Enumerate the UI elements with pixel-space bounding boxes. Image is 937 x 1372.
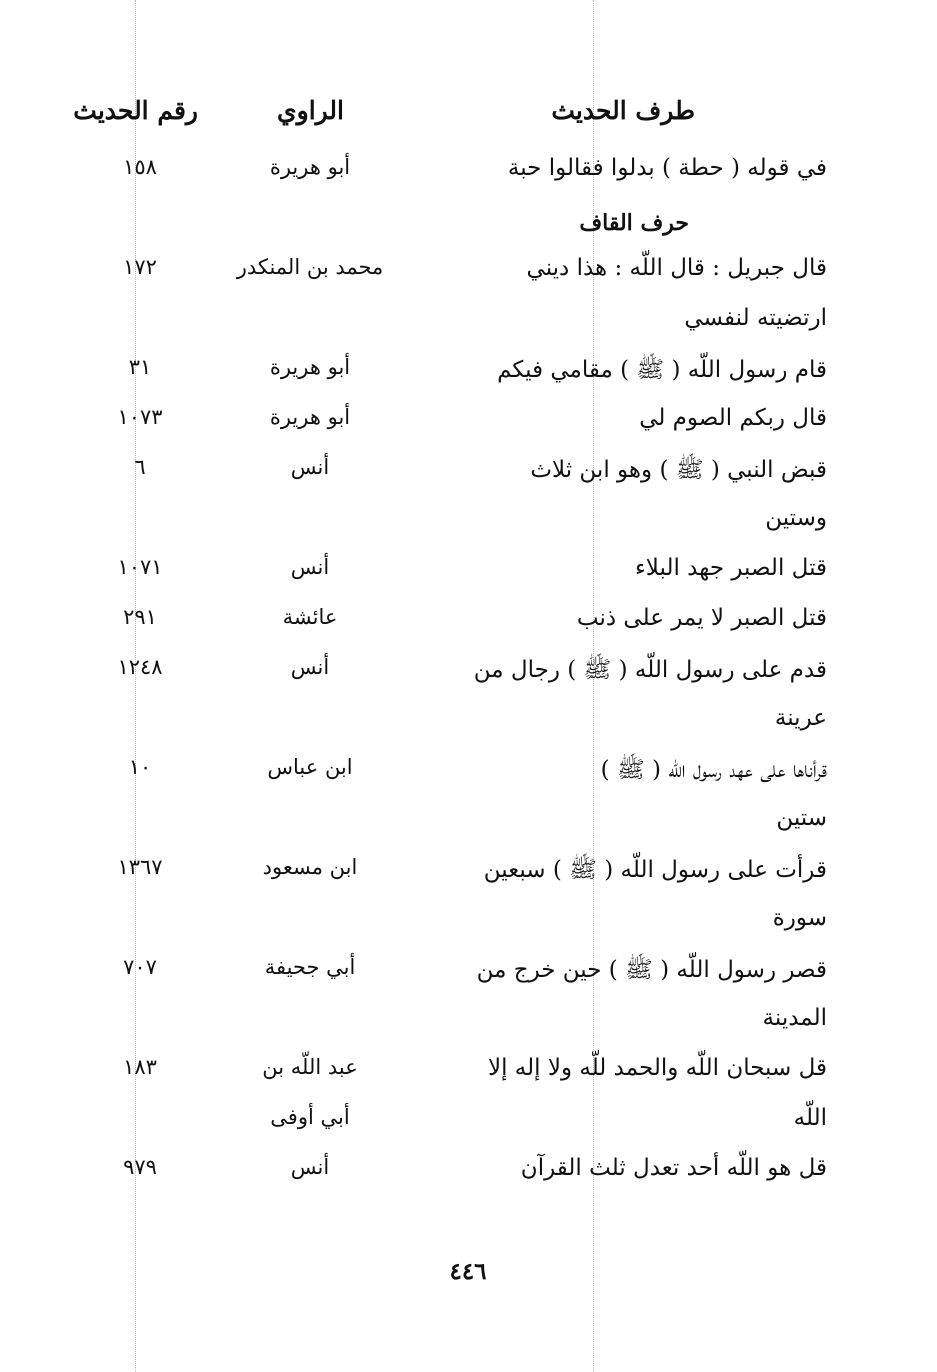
narrator: أبو هريرة — [269, 355, 351, 379]
hadith-number: ٧٠٧ — [123, 955, 157, 979]
hadith-text: قصر رسول اللّه ( ﷺ ) حين خرج من — [476, 957, 827, 983]
narrator: أنس — [290, 1155, 330, 1179]
hadith-text: قال جبريل : قال اللّه : هذا ديني — [526, 255, 827, 281]
hadith-number: ١٥٨ — [123, 155, 157, 179]
narrator: أنس — [290, 655, 330, 679]
narrator: أبو هريرة — [269, 405, 351, 429]
index-row — [0, 1055, 937, 1131]
narrator: أنس — [290, 455, 330, 479]
hadith-text-continued: عرينة — [774, 705, 827, 731]
index-row — [0, 155, 937, 205]
header-hadith: طرف الحديث — [551, 96, 695, 125]
hadith-text: قل سبحان اللّه والحمد للّه ولا إله إلا — [487, 1055, 827, 1081]
hadith-number: ٢٩١ — [123, 605, 157, 629]
narrator: أنس — [290, 555, 330, 579]
hadith-text: في قوله ( حطة ) بدلوا فقالوا حبة — [507, 155, 827, 181]
index-row — [0, 655, 937, 731]
hadith-text: قتل الصبر لا يمر على ذنب — [576, 605, 827, 631]
hadith-number: ١٣٦٧ — [117, 855, 163, 879]
header-number: رقم الحديث — [73, 96, 198, 125]
hadith-text: قرأت على رسول اللّه ( ﷺ ) سبعين — [483, 857, 827, 883]
hadith-text: قدم على رسول اللّه ( ﷺ ) رجال من — [473, 657, 827, 683]
section-title: حرف القاف — [579, 210, 689, 236]
index-row — [0, 755, 937, 831]
index-row — [0, 455, 937, 531]
hadith-number: ١٨٣ — [123, 1055, 157, 1079]
page-number: ٤٤٦ — [449, 1258, 487, 1285]
hadith-number: ٦ — [134, 455, 146, 479]
narrator: عائشة — [282, 605, 338, 629]
hadith-number: ٣١ — [128, 355, 152, 379]
narrator: محمد بن المنكدر — [236, 255, 384, 279]
hadith-text: قرأناها على عهد رسول اللّه ( ﷺ ) — [600, 757, 827, 783]
hadith-text-continued: وستين — [765, 505, 827, 531]
index-row — [0, 605, 937, 655]
hadith-number: ١٧٢ — [123, 255, 157, 279]
narrator: ابن عباس — [267, 755, 353, 779]
hadith-text: قبض النبي ( ﷺ ) وهو ابن ثلاث — [530, 457, 827, 483]
narrator: أبي جحيفة — [264, 955, 356, 979]
hadith-text-continued: المدينة — [762, 1005, 827, 1031]
index-row — [0, 255, 937, 331]
index-row — [0, 355, 937, 405]
index-row — [0, 405, 937, 455]
narrator: ابن مسعود — [262, 855, 358, 879]
header-narrator: الراوي — [277, 96, 344, 125]
hadith-number: ١٠ — [128, 755, 152, 779]
narrator: عبد اللّه بن — [262, 1055, 358, 1079]
narrator: أبو هريرة — [269, 155, 351, 179]
hadith-text-continued: ستين — [776, 805, 827, 831]
hadith-text-continued: اللّه — [793, 1105, 827, 1131]
hadith-text: قل هو اللّه أحد تعدل ثلث القرآن — [520, 1155, 827, 1181]
hadith-number: ٩٧٩ — [123, 1155, 157, 1179]
index-row — [0, 955, 937, 1031]
hadith-text: قال ربكم الصوم لي — [639, 405, 827, 431]
hadith-text: قتل الصبر جهد البلاء — [634, 555, 827, 581]
index-row — [0, 855, 937, 931]
hadith-number: ١٠٧١ — [117, 555, 163, 579]
hadith-number: ١٢٤٨ — [117, 655, 163, 679]
hadith-text-continued: سورة — [772, 905, 827, 931]
hadith-text-continued: ارتضيته لنفسي — [684, 305, 827, 331]
narrator-continued: أبي أوفى — [270, 1105, 350, 1129]
hadith-text: قام رسول اللّه ( ﷺ ) مقامي فيكم — [497, 357, 827, 383]
hadith-number: ١٠٧٣ — [117, 405, 163, 429]
index-row — [0, 1155, 937, 1205]
index-row — [0, 555, 937, 605]
